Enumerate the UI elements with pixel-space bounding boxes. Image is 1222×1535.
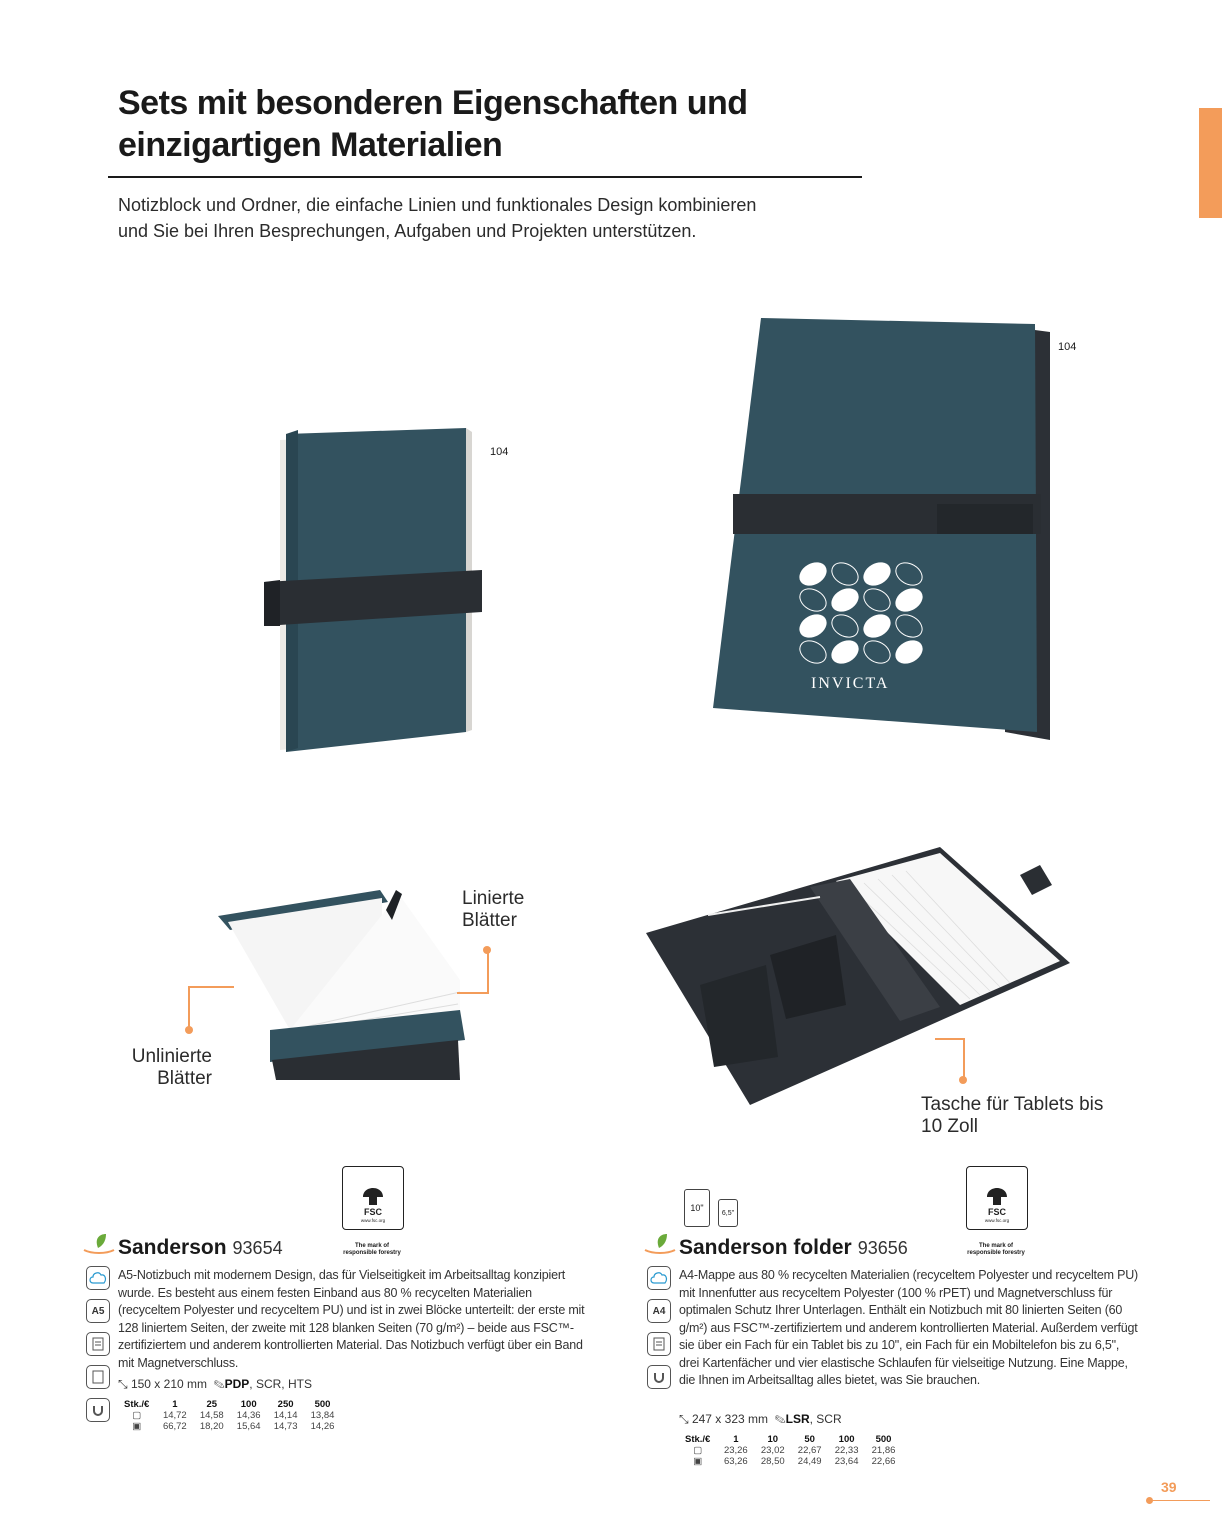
tablet-size-value: 10" [690,1203,704,1213]
notebook-open-image [210,880,480,1090]
format-a4-icon [647,1299,671,1323]
price-row-unprinted [678,1445,902,1456]
printed-square-icon: ▣ [693,1456,703,1467]
fsc-caption-right-2: responsible forestry [967,1250,1025,1256]
product-2-print-other: , SCR [809,1412,842,1426]
price-cell: 14,36 [236,1410,261,1421]
plain-square-icon: ▢ [693,1445,703,1456]
callout-tablet-line-2: 10 Zoll [921,1116,979,1137]
printed-square-icon: ▣ [132,1421,142,1432]
product-2-description: A4-Mappe aus 80 % recycelten Materialien (recyceltem Polyester und recyceltem PU) mit Innenfutter aus recyceltem Polyester (100 % rPET) und Magnetverschluss für optimalen Schutz Ihrer Unterlagen. Enthält ein Notizbuch mit 80 linierten Seiten (60 g/m²) aus FSC™-zertifiziertem und anderem kontrollierten Material. Außerdem verfügt sie über ein Fach für ein Tablet bis zu 10", ein Fach für ein Mobiltelefon bis zu 6,5", drei Kartenfächer und vier elastische Schlaufen für vielseitige Nutzung. Eine Mappe, die Ihnen im Arbeitsalltag alles bietet, was Sie brauchen. [679,1268,1138,1387]
title-line-2: einzigartigen Materialien [118,126,503,164]
fsc-caption-left-2: responsible forestry [343,1250,401,1256]
price-cell: 22,33 [834,1445,859,1456]
fsc-caption-left [337,1243,407,1257]
price-cell: 22,67 [797,1445,822,1456]
svg-text:FSC: FSC [364,1207,382,1217]
product-1-price-table [117,1399,341,1432]
price-cell: 23,64 [834,1456,859,1467]
fsc-logo-left [342,1166,404,1230]
price-header-cell: 10 [767,1434,779,1445]
price-header-cell: Stk./€ [124,1399,150,1410]
product-2-name: Sanderson folder [679,1236,852,1259]
title-divider [108,176,862,178]
product-2-price-table [678,1434,902,1467]
document-lines-icon [647,1332,671,1356]
price-header-cell: 500 [875,1434,892,1445]
eco-leaf-icon [82,1232,116,1254]
product-2-specs [679,1412,842,1427]
notebook-closed-image [250,420,490,760]
callout-lined-line-2: Blätter [462,910,517,931]
svg-text:www.fsc.org: www.fsc.org [360,1218,386,1223]
price-cell: 14,72 [162,1410,187,1421]
callout-lined-line-1: Linierte [462,888,525,909]
svg-text:FSC: FSC [988,1207,1006,1217]
price-header-cell: 100 [240,1399,257,1410]
price-header-cell: 250 [277,1399,294,1410]
co2-cloud-icon [647,1266,671,1290]
price-header-cell: 1 [733,1434,739,1445]
page-number-rule [1150,1500,1210,1501]
fsc-logo-right [966,1166,1028,1230]
format-a5-icon [86,1299,110,1323]
magnet-icon [647,1365,671,1389]
product-2-print-main: LSR [785,1412,810,1426]
price-header-row [678,1434,902,1445]
notebook-code-label: 104 [490,446,509,458]
format-a4-label: A4 [652,1305,666,1317]
price-cell: 21,86 [871,1445,896,1456]
price-header-cell: 25 [206,1399,218,1410]
phone-size-value: 6,5" [721,1209,735,1217]
magnet-icon [86,1398,110,1422]
leader-dot-unlined [185,1026,193,1034]
price-cell: 18,20 [199,1421,224,1432]
callout-tablet-line-1: Tasche für Tablets bis [921,1094,1104,1115]
leader-dot-lined [483,946,491,954]
product-1-heading [118,1236,283,1260]
price-header-cell: 100 [838,1434,855,1445]
product-2-code: 93656 [857,1238,908,1258]
price-cell: 13,84 [310,1410,335,1421]
svg-text:www.fsc.org: www.fsc.org [984,1218,1010,1223]
leader-lined [457,950,489,994]
leader-unlined [188,986,234,1032]
plain-square-icon: ▢ [132,1410,142,1421]
product-2-heading [679,1236,908,1260]
callout-lined-pages [462,888,524,932]
price-cell: 28,50 [760,1456,785,1467]
eco-leaf-icon [643,1232,677,1254]
page-number: 39 [1161,1479,1177,1495]
price-header-cell: 50 [804,1434,815,1445]
price-cell: 15,64 [236,1421,261,1432]
callout-unlined-line-2: Blätter [157,1068,212,1089]
intro-line-2: und Sie bei Ihren Besprechungen, Aufgaben und Projekten unterstützen. [118,221,697,241]
dimensions-icon: ⤡ [679,1412,689,1426]
blank-page-icon [86,1365,110,1389]
price-cell: 66,72 [162,1421,187,1432]
price-row-unprinted [117,1410,341,1421]
phone-size-icon [718,1199,738,1227]
folder-open-image [640,835,1100,1115]
page-number-dot [1146,1497,1153,1504]
price-cell: 63,26 [723,1456,748,1467]
tablet-size-icon [684,1189,710,1227]
product-1-print-main: PDP [224,1377,250,1391]
price-cell: 24,49 [797,1456,822,1467]
callout-tablet-pocket [921,1094,1103,1138]
product-1-dimensions: 150 x 210 mm [130,1377,207,1391]
section-tab [1199,108,1222,218]
print-icon: ✎ [774,1412,786,1426]
callout-unlined-line-1: Unlinierte [131,1046,212,1067]
document-lines-icon [86,1332,110,1356]
product-1-code: 93654 [232,1238,283,1258]
price-header-cell: 500 [314,1399,331,1410]
fsc-caption-right [961,1243,1031,1257]
page-title [118,82,878,166]
print-icon: ✎ [213,1377,225,1391]
folder-logo-text: INVICTA [811,675,890,692]
price-cell: 14,14 [273,1410,298,1421]
leader-dot-tablet [959,1076,967,1084]
price-cell: 14,73 [273,1421,298,1432]
format-a5-label: A5 [91,1305,105,1317]
co2-cloud-icon [86,1266,110,1290]
price-cell: 14,26 [310,1421,335,1432]
intro-text [118,192,818,244]
dimensions-icon: ⤡ [118,1377,128,1391]
price-row-printed [117,1421,341,1432]
title-line-1: Sets mit besonderen Eigenschaften und [118,84,748,122]
price-cell: 23,02 [760,1445,785,1456]
fsc-caption-left-1: The mark of [354,1243,389,1249]
price-header-cell: 1 [172,1399,178,1410]
product-1-name: Sanderson [118,1236,227,1259]
price-row-printed [678,1456,902,1467]
fsc-caption-right-1: The mark of [978,1243,1013,1249]
product-2-dimensions: 247 x 323 mm [691,1412,768,1426]
price-header-cell: Stk./€ [685,1434,711,1445]
callout-unlined-pages [128,1046,212,1090]
leader-tablet [935,1038,965,1080]
product-1-specs [118,1377,312,1392]
intro-line-1: Notizblock und Ordner, die einfache Linien und funktionales Design kombinieren [118,195,757,215]
price-cell: 22,66 [871,1456,896,1467]
price-header-row [117,1399,341,1410]
product-1-print-other: , SCR, HTS [249,1377,312,1391]
product-1-description: A5-Notizbuch mit modernem Design, das für Vielseitigkeit im Arbeitsalltag konzipiert wurde. Es besteht aus einem festen Einband aus 80 % recycelten Materialien (recyceltem Polyester und recyceltem PU) und ist in zwei Blöcke unterteilt: der erste mit 128 liniertem Seiten, der zweite mit 128 blanken Seiten (70 g/m²) – beide aus FSC™-zertifiziertem und anderem kontrollierten Material. Das Notizbuch verfügt über ein Band mit Magnetverschluss. [118,1268,585,1370]
folder-code-label: 104 [1058,341,1077,353]
folder-closed-image [705,312,1055,752]
price-cell: 14,58 [199,1410,224,1421]
price-cell: 23,26 [723,1445,748,1456]
